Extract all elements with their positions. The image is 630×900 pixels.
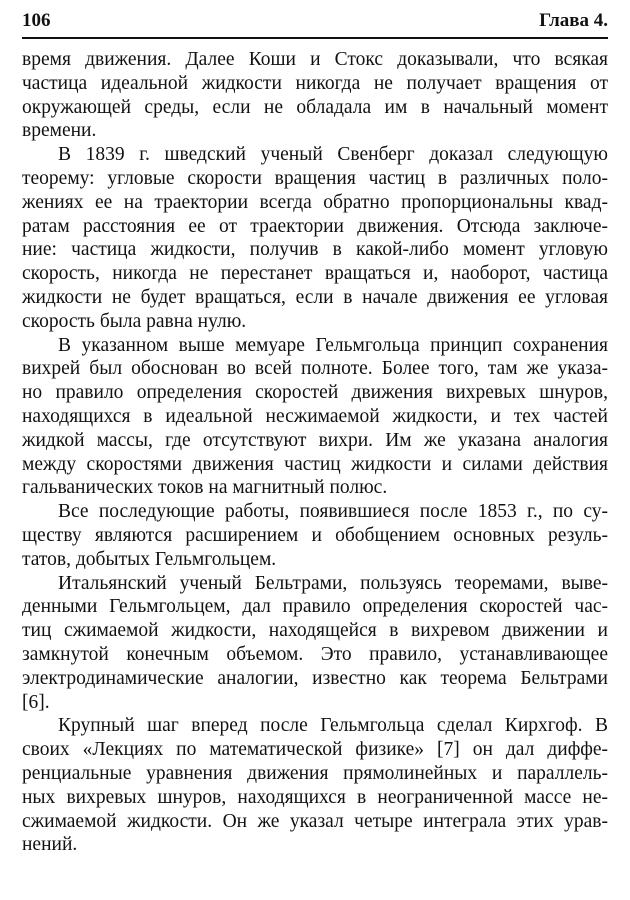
paragraph [22, 143, 608, 333]
paragraph [22, 48, 608, 143]
text-line: находящихся в идеальной несжимаемой жидкости, и тех частей [22, 405, 608, 427]
chapter-title: Глава 4. [539, 10, 608, 31]
text-line: электродинамические аналогии, известно как теорема Бельтрами [22, 667, 608, 689]
text-line: времени. [22, 120, 97, 142]
text-line: гальванических токов на магнитный полюс. [22, 477, 388, 499]
text-line: своих «Лекциях по математической физике» [7] он дал диффе- [22, 739, 608, 761]
page-number: 106 [22, 10, 51, 31]
text-line: Крупный шаг вперед после Гельмгольца сделал Кирхгоф. В [58, 715, 608, 737]
text-line: вихрей был обоснован во всей полноте. Более того, там же указа- [22, 358, 608, 380]
running-header [22, 8, 608, 39]
text-line: ществу являются расширением и обобщением основных резуль- [22, 524, 608, 546]
text-line: татов, добытых Гельмгольцем. [22, 548, 277, 570]
paragraph [22, 334, 608, 501]
text-line: ренциальные уравнения движения прямолинейных и параллель- [22, 762, 608, 784]
text-line: между скоростями движения частиц жидкости и силами действия [22, 453, 608, 475]
text-line: теорему: угловые скорости вращения частиц в различных поло- [22, 167, 608, 189]
paragraph [22, 500, 608, 571]
text-line: [6]. [22, 691, 50, 713]
text-line: скорость, никогда не перестанет вращаться и, наоборот, частица [22, 263, 608, 285]
text-line: В указанном выше мемуаре Гельмгольца принцип сохранения [58, 334, 608, 356]
paragraph [22, 714, 608, 857]
text-line: тиц сжимаемой жидкости, находящейся в вихревом движении и [22, 620, 608, 642]
text-line: замкнутой конечным объемом. Это правило, устанавливающее [22, 643, 608, 665]
text-line: ратам расстояния ее от траектории движения. Отсюда заключе- [22, 215, 608, 237]
text-line: Все последующие работы, появившиеся после 1853 г., по су- [58, 501, 608, 523]
text-line: ных вихревых шнуров, находящихся в неограниченной массе не- [22, 786, 608, 808]
book-page [22, 8, 608, 857]
text-line: окружающей среды, если не обладала им в начальный момент [22, 96, 608, 118]
text-line: денными Гельмгольцем, дал правило определения скоростей час- [22, 596, 608, 618]
text-line: Итальянский ученый Бельтрами, пользуясь теоремами, выве- [58, 572, 608, 594]
text-line: нений. [22, 834, 78, 856]
text-line: время движения. Далее Коши и Стокс доказывали, что всякая [22, 49, 608, 70]
paragraph [22, 572, 608, 715]
body-text [22, 48, 608, 857]
text-line: скорость была равна нулю. [22, 310, 247, 332]
text-line: сжимаемой жидкости. Он же указал четыре интеграла этих урав- [22, 810, 608, 832]
text-line: жениях ее на траектории всегда обратно пропорциональны квад- [22, 191, 608, 213]
text-line: жидкой массы, где отсутствуют вихри. Им же указана аналогия [22, 429, 608, 451]
text-line: частица идеальной жидкости никогда не получает вращения от [22, 72, 608, 94]
text-line: В 1839 г. шведский ученый Свенберг доказал следующую [58, 144, 608, 166]
text-line: жидкости не будет вращаться, если в начале движения ее угловая [22, 286, 608, 308]
text-line: ние: частица жидкости, получив в какой-либо момент угловую [22, 239, 608, 261]
text-line: но правило определения скоростей движения вихревых шнуров, [22, 382, 608, 404]
